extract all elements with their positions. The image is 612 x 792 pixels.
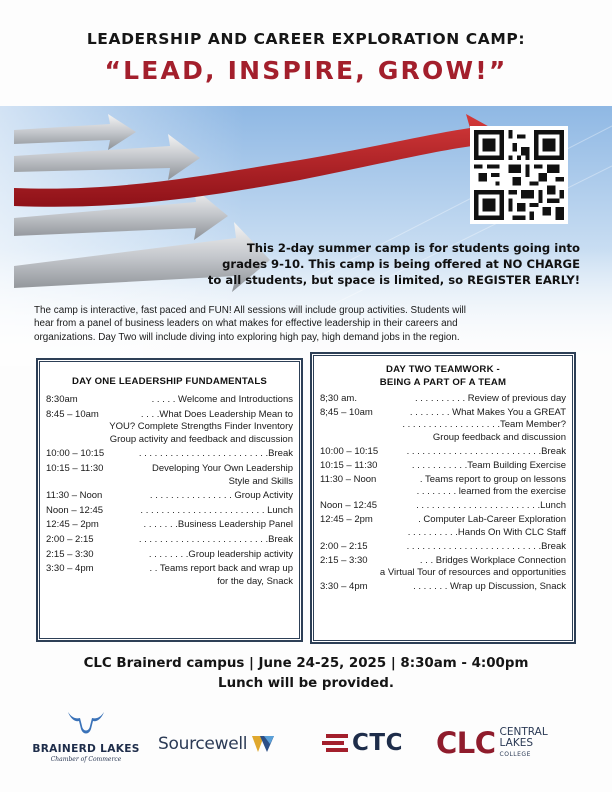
schedule-activity [109,505,293,518]
schedule-activity-line: . . . . . . . . What Makes You a GREAT [409,406,566,418]
schedule-activity [108,490,293,503]
description-line: hear from a panel of business leaders on what makes for effective leadership in their careers and [34,318,458,330]
schedule-activity [363,393,566,406]
schedule-row [38,463,301,488]
schedule-time: 10:00 – 10:15 [320,445,379,457]
clc-logo [436,726,548,760]
schedule-row [312,500,574,513]
schedule-row [38,534,301,547]
schedule-time: 8;30 am. [320,393,357,404]
schedule-activity-line: . Computer Lab-Career Exploration [418,514,566,526]
schedule-row [38,519,301,532]
brainerd-lakes-name: BRAINERD LAKES [32,743,140,755]
schedule-activity-line: . Teams report to group on lessons [419,473,566,485]
bull-icon [66,708,106,736]
schedule-time: 10:15 – 11:30 [320,459,378,471]
schedule-activity-line: . . . . . . .Business Leadership Panel [143,519,293,531]
clc-sub-lakes: LAKES [499,736,534,749]
ctc-name: CTC [352,730,403,756]
schedule-time: 8:30am [46,394,78,405]
sponsor-logos [0,700,612,780]
event-details: CLC Brainerd campus | June 24-25, 2025 | 8:30am - 4:00pm [83,656,529,671]
schedule-activity [379,514,566,539]
schedule-row [312,555,574,580]
schedule-activity-line: Group activity and feedback and discussion [109,433,293,445]
schedule-row [312,446,574,459]
schedule-time: 12:45 – 2pm [46,519,99,531]
schedule-row [312,581,574,594]
schedule-activity-line: Developing Your Own Leadership [151,462,293,474]
schedule-activity-line: . . . . . . . . . . . . . . . . . . . . . . . . . .Break [406,445,566,457]
schedule-row [38,448,301,461]
schedule-activity-line: . . . . . . . . . . . . . . . . . . . . . . . . .Break [138,448,293,460]
schedule-row [38,409,301,447]
schedule-activity [374,541,566,554]
schedule-activity [374,555,566,580]
schedule-activity-line: . . . . . . . . . . . . . . . . . . . . . . . . .Break [138,533,293,545]
schedule-time: Noon – 12:45 [46,504,104,516]
schedule-time: 3:30 – 4pm [46,563,94,575]
schedule-time: 2:15 – 3:30 [320,554,368,566]
schedule-row [38,394,301,407]
schedule-time: 2:00 – 2:15 [46,533,94,545]
schedule-activity-line: . . . . . . . . . .Hands On With CLC Staff [407,526,566,538]
schedule-activity [84,394,293,407]
sourcewell-mark-icon [250,734,276,754]
clc-subtitle [500,727,548,760]
schedule-time: 2:00 – 2:15 [320,540,368,552]
intro-line: This 2-day summer camp is for students going into [246,241,580,255]
schedule-activity [382,474,566,499]
brainerd-lakes-logo [30,708,142,763]
schedule-time: 10:00 – 10:15 [46,448,105,460]
schedule-time: 8:45 – 10am [46,408,99,420]
schedule-activity [100,549,293,562]
ctc-logo [322,730,403,756]
schedule-row [312,460,574,473]
schedule-activity-line: . . . . . . . . learned from the exercise [416,486,566,498]
schedule-activity-line: for the day, Snack [217,575,293,587]
schedule-activity-line: . . . . . . . . . . . . . . . . . . . . . . . . . .Break [406,540,566,552]
day-two-heading-line: DAY TWO TEAMWORK - [386,364,500,375]
schedule-activity [384,446,566,459]
qr-code-icon[interactable] [470,126,568,224]
schedule-row [312,393,574,406]
schedule-row [312,407,574,445]
schedule-row [38,505,301,518]
schedule-row [38,490,301,503]
schedule-activity-line: YOU? Complete Strengths Finder Inventory [109,421,293,433]
day-two-heading [312,363,574,389]
brainerd-lakes-sub: Chamber of Commerce [50,756,122,763]
schedule-activity-line: . . . Bridges Workplace Connection [419,554,566,566]
schedule-activity [105,519,293,532]
schedule-activity [383,460,566,473]
day-two-rows [312,393,574,594]
schedule-time: 11:30 – Noon [46,490,103,502]
lunch-note: Lunch will be provided. [218,676,394,691]
schedule-activity-line: . . . . . . . . . . . . . . . . Group Activity [149,490,293,502]
intro-text [150,240,580,288]
clc-sub-college: COLLEGE [499,750,531,758]
schedule-time: 3:30 – 4pm [320,580,368,592]
schedule-time: 10:15 – 11:30 [46,462,104,474]
day-one-heading: DAY ONE LEADERSHIP FUNDAMENTALS [71,376,268,387]
schedule-activity-line: a Virtual Tour of resources and opportunities [379,567,566,579]
description-line: The camp is interactive, fast paced and FUN! All sessions will include group activities. Students will [34,305,466,316]
schedule-activity-line: Style and Skills [228,475,293,487]
schedule-activity-line: . . . .What Does Leadership Mean to [140,408,293,420]
schedule-activity-line: . . . . . . . . . . Review of previous day [414,393,566,404]
schedule-activity-line: . . . . . . . .Group leadership activity [148,548,293,560]
schedule-activity-line: . . . . . . . Wrap up Discussion, Snack [413,580,566,592]
intro-line: grades 9-10. This camp is being offered at NO CHARGE [222,257,580,271]
schedule-activity [109,463,293,488]
description-text [34,304,582,344]
schedule-activity [110,448,293,461]
schedule-activity-line: . . . . . . . . . . . . . . . . . . . . . . . .Lunch [416,500,566,512]
clc-name: CLC [436,726,496,760]
schedule-row [312,474,574,499]
schedule-time: 11:30 – Noon [320,473,377,485]
clc-sub-central: CENTRAL [499,725,548,738]
schedule-activity [379,407,566,445]
schedule-activity [100,534,293,547]
day-one-rows [38,394,301,588]
page-title: LEADERSHIP AND CAREER EXPLORATION CAMP: [86,30,526,48]
description-line: organizations. Day Two will include diving into exploring high pay, high demand jobs in the region. [34,331,460,343]
schedule-activity-line: Group feedback and discussion [432,432,566,444]
day-two-schedule [310,352,576,644]
schedule-activity-line: . . . . . Welcome and Introductions [151,394,293,405]
schedule-activity-line: . . . . . . . . . . . . . . . . . . . . . . . . Lunch [140,504,293,516]
schedule-row [312,514,574,539]
day-two-heading-line: BEING A PART OF A TEAM [379,377,507,388]
schedule-row [38,549,301,562]
schedule-time: 12:45 – 2pm [320,514,373,526]
ctc-stripes-icon [322,732,348,754]
schedule-activity [105,409,293,447]
schedule-activity [100,563,293,588]
sourcewell-name: Sourcewell [158,734,248,754]
schedule-activity-line: . . Teams report back and wrap up [149,563,293,575]
sourcewell-logo [158,734,276,754]
schedule-time: Noon – 12:45 [320,500,378,512]
page-subtitle: “LEAD, INSPIRE, GROW!” [104,56,508,85]
schedule-activity [383,500,566,513]
day-one-schedule [36,358,303,642]
schedule-time: 2:15 – 3:30 [46,548,94,560]
schedule-row [38,563,301,588]
schedule-row [312,541,574,554]
schedule-activity [374,581,566,594]
intro-line: to all students, but space is limited, so REGISTER EARLY! [207,273,580,287]
schedule-activity-line: . . . . . . . . . . . . . . . . . . .Team Member? [402,419,566,431]
schedule-time: 8;45 – 10am [320,406,373,418]
schedule-activity-line: . . . . . . . . . . .Team Building Exercise [411,459,566,471]
